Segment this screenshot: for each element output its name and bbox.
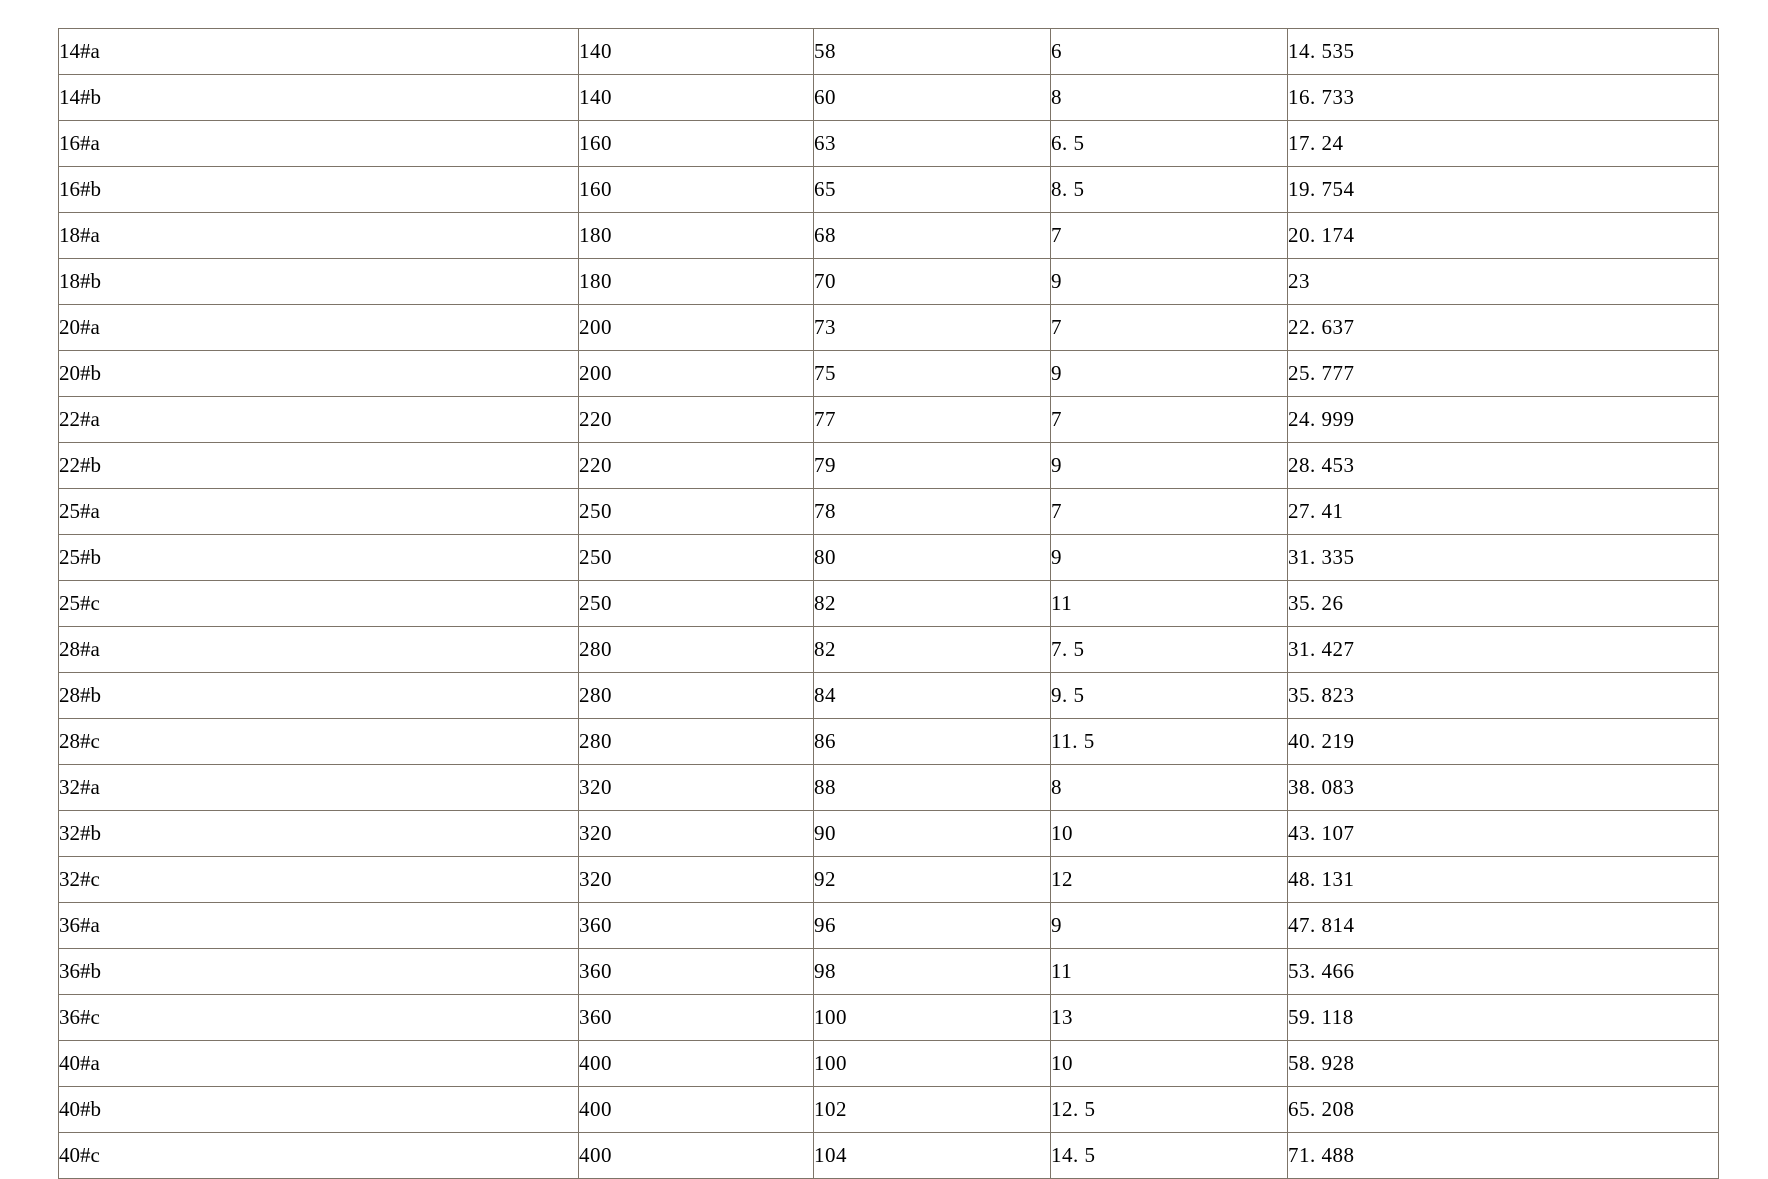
cell-width: 63 xyxy=(814,121,1051,167)
cell-designation: 28#c xyxy=(59,719,579,765)
cell-mass: 23 xyxy=(1288,259,1719,305)
cell-height: 180 xyxy=(579,213,814,259)
cell-thickness: 7 xyxy=(1051,489,1288,535)
cell-width: 98 xyxy=(814,949,1051,995)
cell-mass: 40. 219 xyxy=(1288,719,1719,765)
cell-thickness: 8. 5 xyxy=(1051,167,1288,213)
cell-height: 250 xyxy=(579,489,814,535)
cell-height: 200 xyxy=(579,305,814,351)
cell-designation: 36#c xyxy=(59,995,579,1041)
table-row xyxy=(59,1041,1719,1087)
cell-thickness: 11. 5 xyxy=(1051,719,1288,765)
cell-mass: 17. 24 xyxy=(1288,121,1719,167)
cell-width: 75 xyxy=(814,351,1051,397)
cell-height: 320 xyxy=(579,765,814,811)
cell-mass: 58. 928 xyxy=(1288,1041,1719,1087)
cell-height: 280 xyxy=(579,673,814,719)
cell-designation: 36#b xyxy=(59,949,579,995)
cell-designation: 32#a xyxy=(59,765,579,811)
cell-height: 220 xyxy=(579,397,814,443)
cell-designation: 14#b xyxy=(59,75,579,121)
cell-designation: 16#b xyxy=(59,167,579,213)
table-row xyxy=(59,75,1719,121)
table-row xyxy=(59,995,1719,1041)
cell-width: 79 xyxy=(814,443,1051,489)
cell-height: 320 xyxy=(579,811,814,857)
cell-mass: 16. 733 xyxy=(1288,75,1719,121)
cell-mass: 48. 131 xyxy=(1288,857,1719,903)
cell-designation: 28#a xyxy=(59,627,579,673)
cell-designation: 20#a xyxy=(59,305,579,351)
cell-height: 180 xyxy=(579,259,814,305)
cell-width: 92 xyxy=(814,857,1051,903)
table-row xyxy=(59,29,1719,75)
cell-mass: 35. 26 xyxy=(1288,581,1719,627)
cell-height: 400 xyxy=(579,1133,814,1179)
cell-thickness: 9 xyxy=(1051,535,1288,581)
cell-height: 280 xyxy=(579,627,814,673)
table-row xyxy=(59,259,1719,305)
cell-height: 220 xyxy=(579,443,814,489)
cell-height: 140 xyxy=(579,75,814,121)
cell-width: 77 xyxy=(814,397,1051,443)
cell-designation: 18#b xyxy=(59,259,579,305)
table-row xyxy=(59,857,1719,903)
table-row xyxy=(59,489,1719,535)
cell-thickness: 7 xyxy=(1051,397,1288,443)
cell-width: 82 xyxy=(814,627,1051,673)
cell-thickness: 10 xyxy=(1051,1041,1288,1087)
specification-table xyxy=(58,28,1719,1179)
cell-height: 400 xyxy=(579,1041,814,1087)
cell-designation: 40#b xyxy=(59,1087,579,1133)
cell-mass: 65. 208 xyxy=(1288,1087,1719,1133)
cell-width: 84 xyxy=(814,673,1051,719)
table-row xyxy=(59,949,1719,995)
table-row xyxy=(59,765,1719,811)
cell-width: 86 xyxy=(814,719,1051,765)
table-row xyxy=(59,351,1719,397)
cell-height: 250 xyxy=(579,581,814,627)
table-row xyxy=(59,673,1719,719)
cell-width: 65 xyxy=(814,167,1051,213)
cell-height: 200 xyxy=(579,351,814,397)
cell-width: 100 xyxy=(814,995,1051,1041)
cell-thickness: 9 xyxy=(1051,259,1288,305)
cell-mass: 31. 427 xyxy=(1288,627,1719,673)
cell-thickness: 8 xyxy=(1051,765,1288,811)
cell-mass: 19. 754 xyxy=(1288,167,1719,213)
cell-thickness: 7 xyxy=(1051,305,1288,351)
table-row xyxy=(59,121,1719,167)
cell-mass: 25. 777 xyxy=(1288,351,1719,397)
cell-thickness: 11 xyxy=(1051,949,1288,995)
table-row xyxy=(59,397,1719,443)
cell-width: 58 xyxy=(814,29,1051,75)
cell-designation: 22#a xyxy=(59,397,579,443)
table-row xyxy=(59,213,1719,259)
cell-designation: 18#a xyxy=(59,213,579,259)
cell-width: 102 xyxy=(814,1087,1051,1133)
cell-width: 70 xyxy=(814,259,1051,305)
table-row xyxy=(59,305,1719,351)
cell-designation: 32#c xyxy=(59,857,579,903)
cell-height: 360 xyxy=(579,949,814,995)
cell-thickness: 13 xyxy=(1051,995,1288,1041)
cell-designation: 32#b xyxy=(59,811,579,857)
cell-designation: 28#b xyxy=(59,673,579,719)
cell-designation: 14#a xyxy=(59,29,579,75)
cell-height: 250 xyxy=(579,535,814,581)
cell-width: 88 xyxy=(814,765,1051,811)
cell-designation: 25#b xyxy=(59,535,579,581)
table-row xyxy=(59,535,1719,581)
table-row xyxy=(59,1087,1719,1133)
cell-mass: 31. 335 xyxy=(1288,535,1719,581)
cell-thickness: 9. 5 xyxy=(1051,673,1288,719)
cell-mass: 71. 488 xyxy=(1288,1133,1719,1179)
cell-thickness: 7. 5 xyxy=(1051,627,1288,673)
table-row xyxy=(59,1133,1719,1179)
table-row xyxy=(59,581,1719,627)
cell-height: 400 xyxy=(579,1087,814,1133)
cell-thickness: 12. 5 xyxy=(1051,1087,1288,1133)
cell-width: 96 xyxy=(814,903,1051,949)
cell-width: 73 xyxy=(814,305,1051,351)
cell-designation: 25#c xyxy=(59,581,579,627)
cell-mass: 27. 41 xyxy=(1288,489,1719,535)
cell-designation: 40#a xyxy=(59,1041,579,1087)
cell-mass: 38. 083 xyxy=(1288,765,1719,811)
cell-thickness: 9 xyxy=(1051,351,1288,397)
cell-designation: 20#b xyxy=(59,351,579,397)
cell-thickness: 9 xyxy=(1051,903,1288,949)
table-body xyxy=(59,29,1719,1179)
cell-thickness: 12 xyxy=(1051,857,1288,903)
cell-designation: 22#b xyxy=(59,443,579,489)
cell-designation: 40#c xyxy=(59,1133,579,1179)
cell-thickness: 11 xyxy=(1051,581,1288,627)
table-row xyxy=(59,167,1719,213)
cell-thickness: 14. 5 xyxy=(1051,1133,1288,1179)
table-row xyxy=(59,811,1719,857)
table-row xyxy=(59,903,1719,949)
cell-width: 78 xyxy=(814,489,1051,535)
cell-width: 60 xyxy=(814,75,1051,121)
cell-mass: 14. 535 xyxy=(1288,29,1719,75)
cell-mass: 22. 637 xyxy=(1288,305,1719,351)
cell-height: 280 xyxy=(579,719,814,765)
cell-width: 100 xyxy=(814,1041,1051,1087)
table-row xyxy=(59,443,1719,489)
cell-designation: 36#a xyxy=(59,903,579,949)
cell-width: 90 xyxy=(814,811,1051,857)
cell-width: 82 xyxy=(814,581,1051,627)
cell-height: 140 xyxy=(579,29,814,75)
cell-height: 160 xyxy=(579,121,814,167)
cell-mass: 24. 999 xyxy=(1288,397,1719,443)
cell-thickness: 10 xyxy=(1051,811,1288,857)
cell-height: 160 xyxy=(579,167,814,213)
table-row xyxy=(59,627,1719,673)
cell-width: 68 xyxy=(814,213,1051,259)
cell-designation: 25#a xyxy=(59,489,579,535)
cell-thickness: 6 xyxy=(1051,29,1288,75)
cell-mass: 43. 107 xyxy=(1288,811,1719,857)
cell-thickness: 6. 5 xyxy=(1051,121,1288,167)
cell-height: 360 xyxy=(579,995,814,1041)
cell-mass: 59. 118 xyxy=(1288,995,1719,1041)
cell-height: 360 xyxy=(579,903,814,949)
cell-mass: 20. 174 xyxy=(1288,213,1719,259)
cell-width: 104 xyxy=(814,1133,1051,1179)
table-row xyxy=(59,719,1719,765)
cell-width: 80 xyxy=(814,535,1051,581)
cell-mass: 47. 814 xyxy=(1288,903,1719,949)
cell-mass: 53. 466 xyxy=(1288,949,1719,995)
cell-mass: 35. 823 xyxy=(1288,673,1719,719)
cell-thickness: 7 xyxy=(1051,213,1288,259)
cell-thickness: 8 xyxy=(1051,75,1288,121)
cell-mass: 28. 453 xyxy=(1288,443,1719,489)
cell-height: 320 xyxy=(579,857,814,903)
cell-thickness: 9 xyxy=(1051,443,1288,489)
cell-designation: 16#a xyxy=(59,121,579,167)
